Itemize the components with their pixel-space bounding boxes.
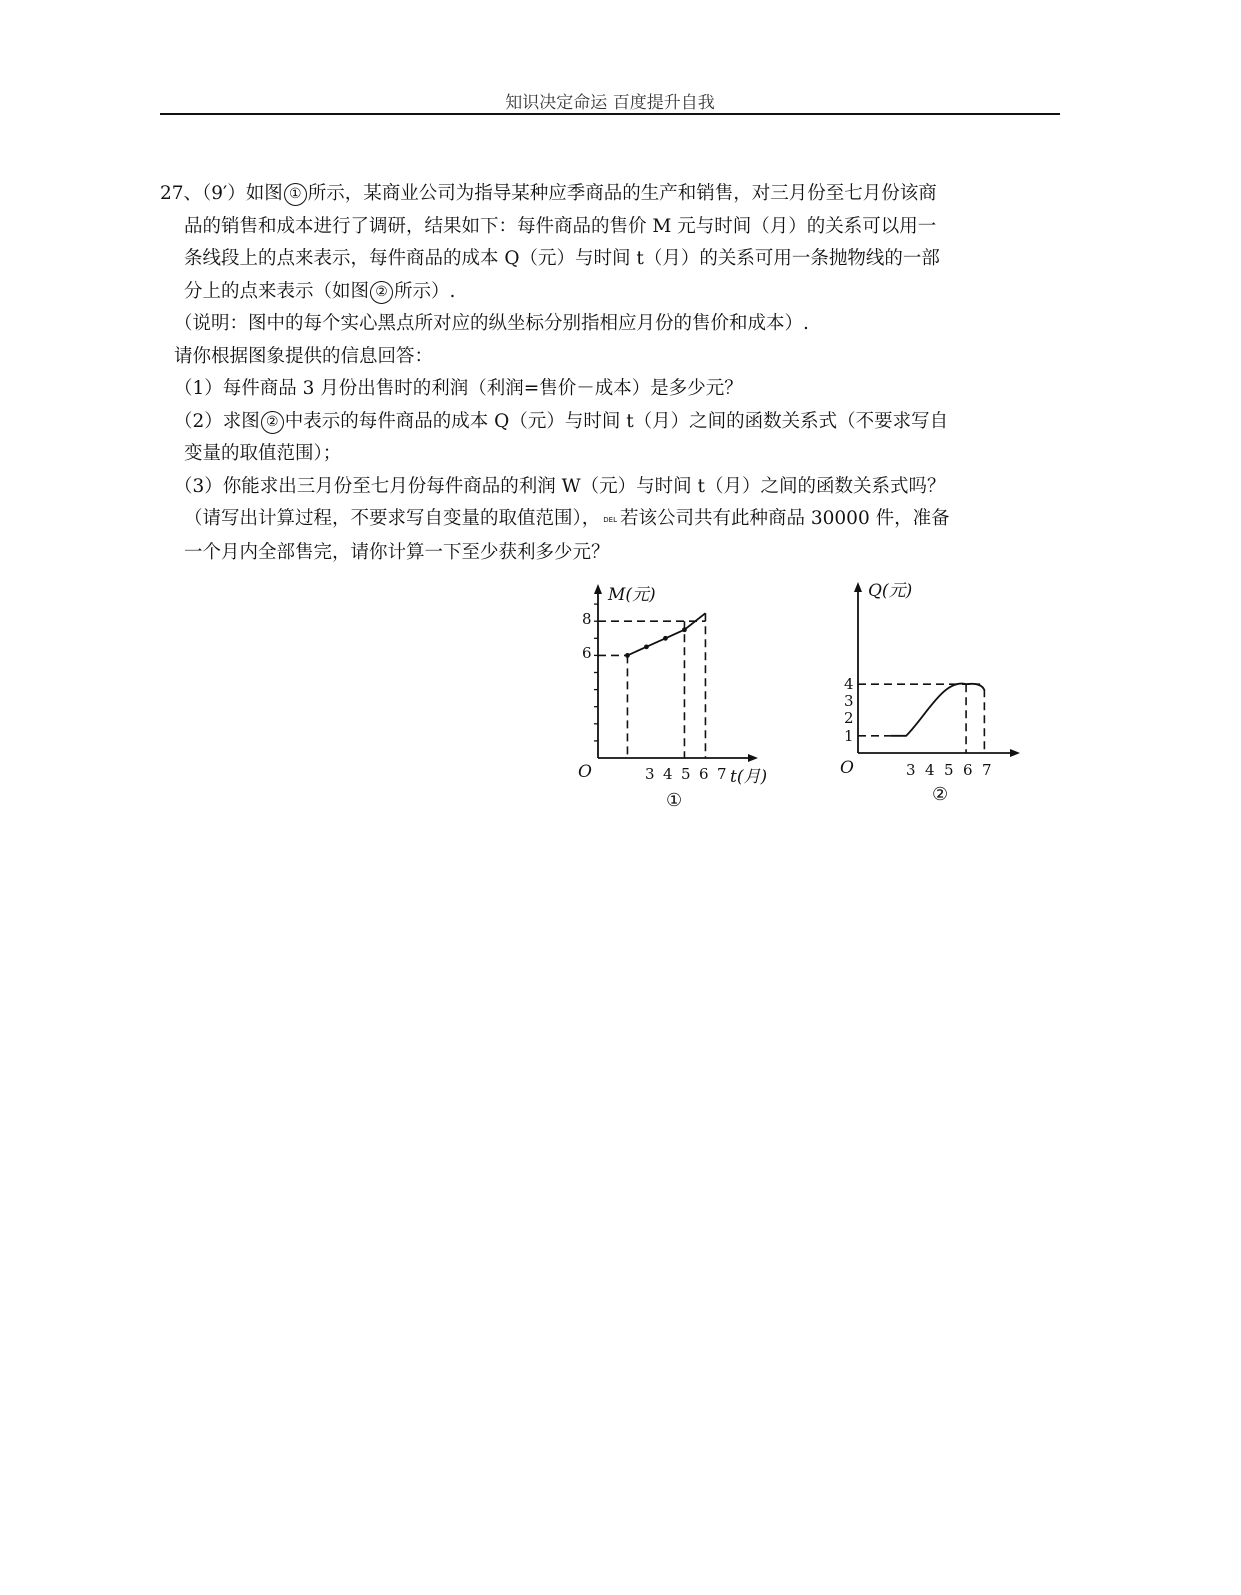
x-axis-arrow	[748, 754, 758, 762]
question-line	[160, 276, 1065, 309]
figure-caption: ②	[932, 784, 949, 805]
x-axis-label: t(月)	[730, 767, 768, 787]
y-axis-arrow	[594, 584, 602, 594]
text-span: 所示，某商业公司为指导某种应季商品的生产和销售，对三月份至七月份该商	[307, 183, 937, 204]
sub-question-2	[160, 406, 1065, 439]
data-point	[644, 644, 649, 649]
x-tick-4: 4	[925, 761, 935, 779]
text-span: 若该公司共有此种商品 30000 件，准备	[619, 508, 950, 529]
data-point	[682, 627, 687, 632]
page-header: 知识决定命运 百度提升自我	[505, 93, 715, 113]
x-tick-7: 7	[717, 765, 727, 783]
y-tick-4: 4	[844, 675, 854, 693]
x-tick-6: 6	[963, 761, 973, 779]
y-axis-label: M(元)	[608, 585, 656, 605]
y-tick-8: 8	[582, 610, 592, 628]
dashed-guides	[598, 613, 705, 758]
text-span: （请写出计算过程，不要求写自变量的取值范围），	[184, 508, 601, 529]
origin-label: O	[840, 758, 854, 778]
origin-label: O	[578, 762, 592, 782]
x-tick-7: 7	[982, 761, 992, 779]
header-rule	[160, 113, 1060, 115]
x-tick-3: 3	[906, 761, 916, 779]
y-axis-label: Q(元)	[868, 581, 913, 601]
question-line: 条线段上的点来表示，每件商品的成本 Q（元）与时间 t（月）的关系可用一条抛物线的一部	[184, 248, 940, 269]
text-span: 分上的点来表示（如图	[184, 280, 370, 302]
figure-caption: ①	[666, 790, 683, 811]
x-tick-6: 6	[699, 765, 709, 783]
y-tick-6: 6	[582, 644, 592, 662]
y-tick-1: 1	[844, 727, 854, 745]
y-axis-arrow	[854, 582, 862, 592]
text-span: 中表示的每件商品的成本 Q（元）与时间 t（月）之间的函数关系式（不要求写自	[284, 410, 949, 432]
y-tick-2: 2	[844, 709, 854, 727]
circled-number: ②	[370, 281, 393, 304]
figure-1	[570, 572, 800, 821]
del-mark: DEL	[603, 516, 617, 524]
x-axis-arrow	[1010, 749, 1020, 757]
question-27	[160, 178, 1065, 569]
sub-question-1: （1）每件商品 3 月份出售时的利润（利润=售价－成本）是多少元？	[174, 378, 743, 399]
text-span: （2）求图	[174, 410, 260, 432]
price-line	[627, 613, 705, 655]
y-tick-3: 3	[844, 692, 854, 710]
question-line: 品的销售和成本进行了调研，结果如下：每件商品的售价 M 元与时间（月）的关系可以用一	[184, 215, 937, 237]
note-line: （说明：图中的每个实心黑点所对应的纵坐标分别指相应月份的售价和成本）.	[174, 313, 809, 334]
x-tick-5: 5	[681, 765, 691, 783]
question-line: 一个月内全部售完，请你计算一下至少获利多少元？	[184, 541, 610, 563]
question-line	[160, 178, 1065, 211]
x-tick-4: 4	[663, 765, 673, 783]
question-line: 变量的取值范围）；	[184, 443, 342, 464]
question-line	[160, 503, 1065, 537]
data-point	[663, 636, 668, 641]
sub-question-3: （3）你能求出三月份至七月份每件商品的利润 W（元）与时间 t（月）之间的函数关系式吗？	[174, 475, 946, 497]
circled-number: ①	[284, 183, 307, 206]
cost-curve	[890, 684, 984, 736]
data-point	[625, 653, 630, 658]
prompt-line: 请你根据图象提供的信息回答：	[174, 345, 434, 367]
x-tick-5: 5	[944, 761, 954, 779]
x-tick-3: 3	[645, 765, 655, 783]
text-span: 27、（9′）如图	[160, 183, 283, 204]
figure-2	[830, 572, 1030, 821]
circled-number: ②	[261, 411, 284, 434]
text-span: 所示）.	[394, 280, 456, 302]
